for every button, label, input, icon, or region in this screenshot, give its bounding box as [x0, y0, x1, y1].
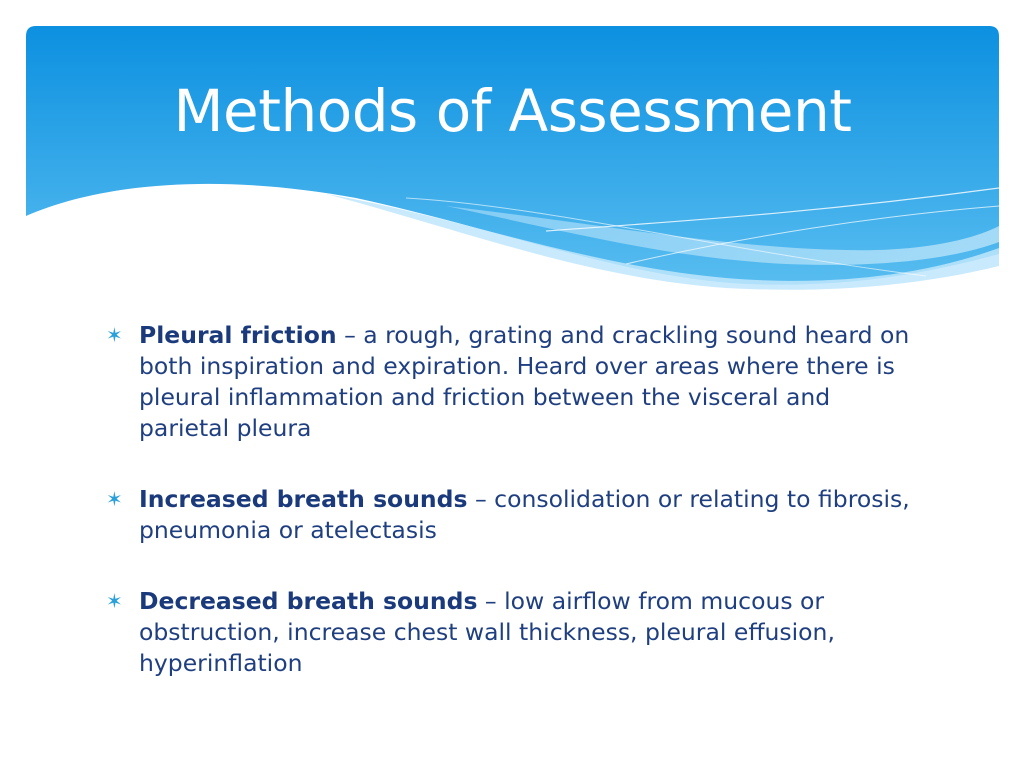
title-banner	[26, 26, 999, 296]
banner-wave-graphic	[26, 26, 999, 296]
bullet-term: Pleural friction	[139, 321, 337, 349]
star-bullet-icon: ✶	[106, 487, 123, 511]
bullet-text: – low airflow from mucous or obstruction, increase chest wall thickness, pleural effusion, hyperinflation	[139, 587, 835, 677]
bullet-list	[106, 320, 926, 719]
bullet-item	[106, 320, 926, 444]
bullet-text: – a rough, grating and crackling sound heard on both inspiration and expiration. Heard over areas where there is pleural inflammation and friction between the visceral and parietal pleura	[139, 321, 910, 442]
bullet-term: Decreased breath sounds	[139, 587, 478, 615]
bullet-text: – consolidation or relating to fibrosis, pneumonia or atelectasis	[139, 485, 910, 544]
bullet-item	[106, 484, 926, 546]
slide-title: Methods of Assessment	[173, 77, 852, 145]
bullet-item	[106, 586, 926, 679]
star-bullet-icon: ✶	[106, 589, 123, 613]
star-bullet-icon: ✶	[106, 323, 123, 347]
bullet-term: Increased breath sounds	[139, 485, 468, 513]
